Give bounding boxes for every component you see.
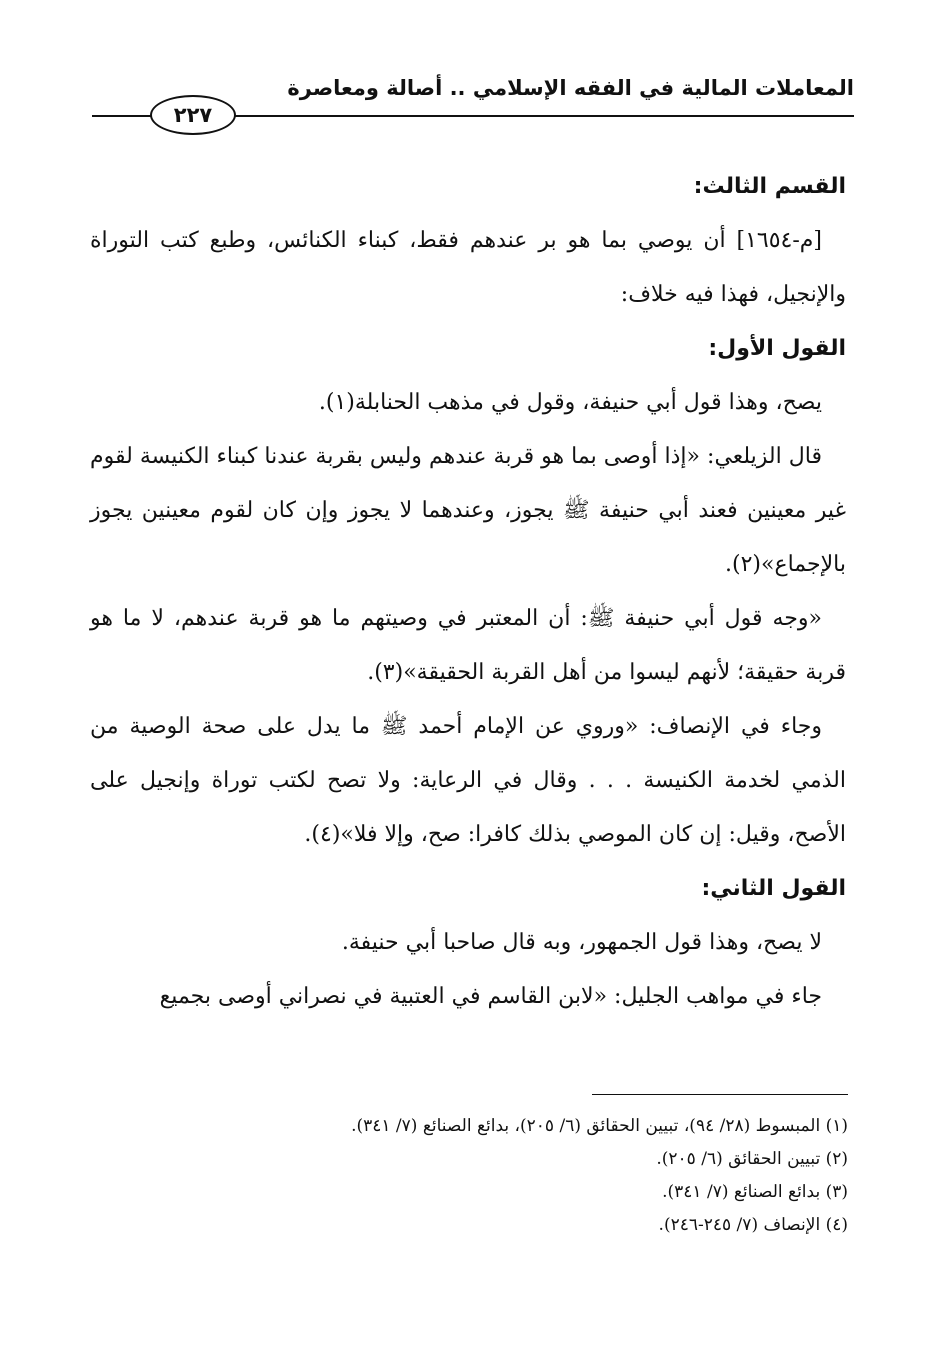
footnote-4: (٤) الإنصاف (٧/ ٢٤٥-٢٤٦). xyxy=(658,1215,848,1235)
second-opinion-heading: القول الثاني: xyxy=(701,876,846,901)
paragraph-4: «وجه قول أبي حنيفة ﷺ: أن المعتبر في وصيتهم ما هو قربة عندهم، لا ما هو قربة حقيقة؛ لأنهم ليسوا من أهل القربة الحقيقة»(٣). xyxy=(90,606,846,685)
main-text xyxy=(90,160,846,1024)
footnotes xyxy=(90,1110,848,1242)
footnote-3: (٣) بدائع الصنائع (٧/ ٣٤١). xyxy=(662,1182,848,1202)
paragraph-1: [م-١٦٥٤] أن يوصي بما هو بر عندهم فقط، كبناء الكنائس، وطبع كتب التوراة والإنجيل، فهذا فيه خلاف: xyxy=(90,228,846,307)
paragraph-3: قال الزيلعي: «إذا أوصى بما هو قربة عندهم وليس بقربة عندنا كبناء الكنيسة لقوم غير معينين فعند أبي حنيفة ﷺ يجوز، وعندهما لا يجوز وإن كان لقوم معينين يجوز بالإجماع»(٢). xyxy=(90,444,846,577)
section-heading: القسم الثالث: xyxy=(693,174,846,199)
first-opinion-heading: القول الأول: xyxy=(708,336,846,361)
footnote-separator xyxy=(592,1094,848,1095)
page-number-badge: ٢٢٧ xyxy=(150,95,236,135)
paragraph-5: وجاء في الإنصاف: «وروي عن الإمام أحمد ﷺ ما يدل على صحة الوصية من الذمي لخدمة الكنيسة . . . وقال في الرعاية: ولا تصح لكتب توراة وإنجيل على الأصح، وقيل: إن كان الموصي بذلك كافرا: صح، وإلا فلا»(٤). xyxy=(90,714,846,847)
paragraph-2: يصح، وهذا قول أبي حنيفة، وقول في مذهب الحنابلة(١). xyxy=(318,390,822,415)
footnote-1: (١) المبسوط (٢٨/ ٩٤)، تبيين الحقائق (٦/ ٢٠٥)، بدائع الصنائع (٧/ ٣٤١). xyxy=(351,1116,848,1136)
running-head-title: المعاملات المالية في الفقه الإسلامي .. أصالة ومعاصرة xyxy=(287,76,854,100)
footnote-2: (٢) تبيين الحقائق (٦/ ٢٠٥). xyxy=(656,1149,848,1169)
paragraph-7: جاء في مواهب الجليل: «لابن القاسم في العتبية في نصراني أوصى بجميع xyxy=(159,984,822,1009)
paragraph-6: لا يصح، وهذا قول الجمهور، وبه قال صاحبا أبي حنيفة. xyxy=(341,930,822,955)
